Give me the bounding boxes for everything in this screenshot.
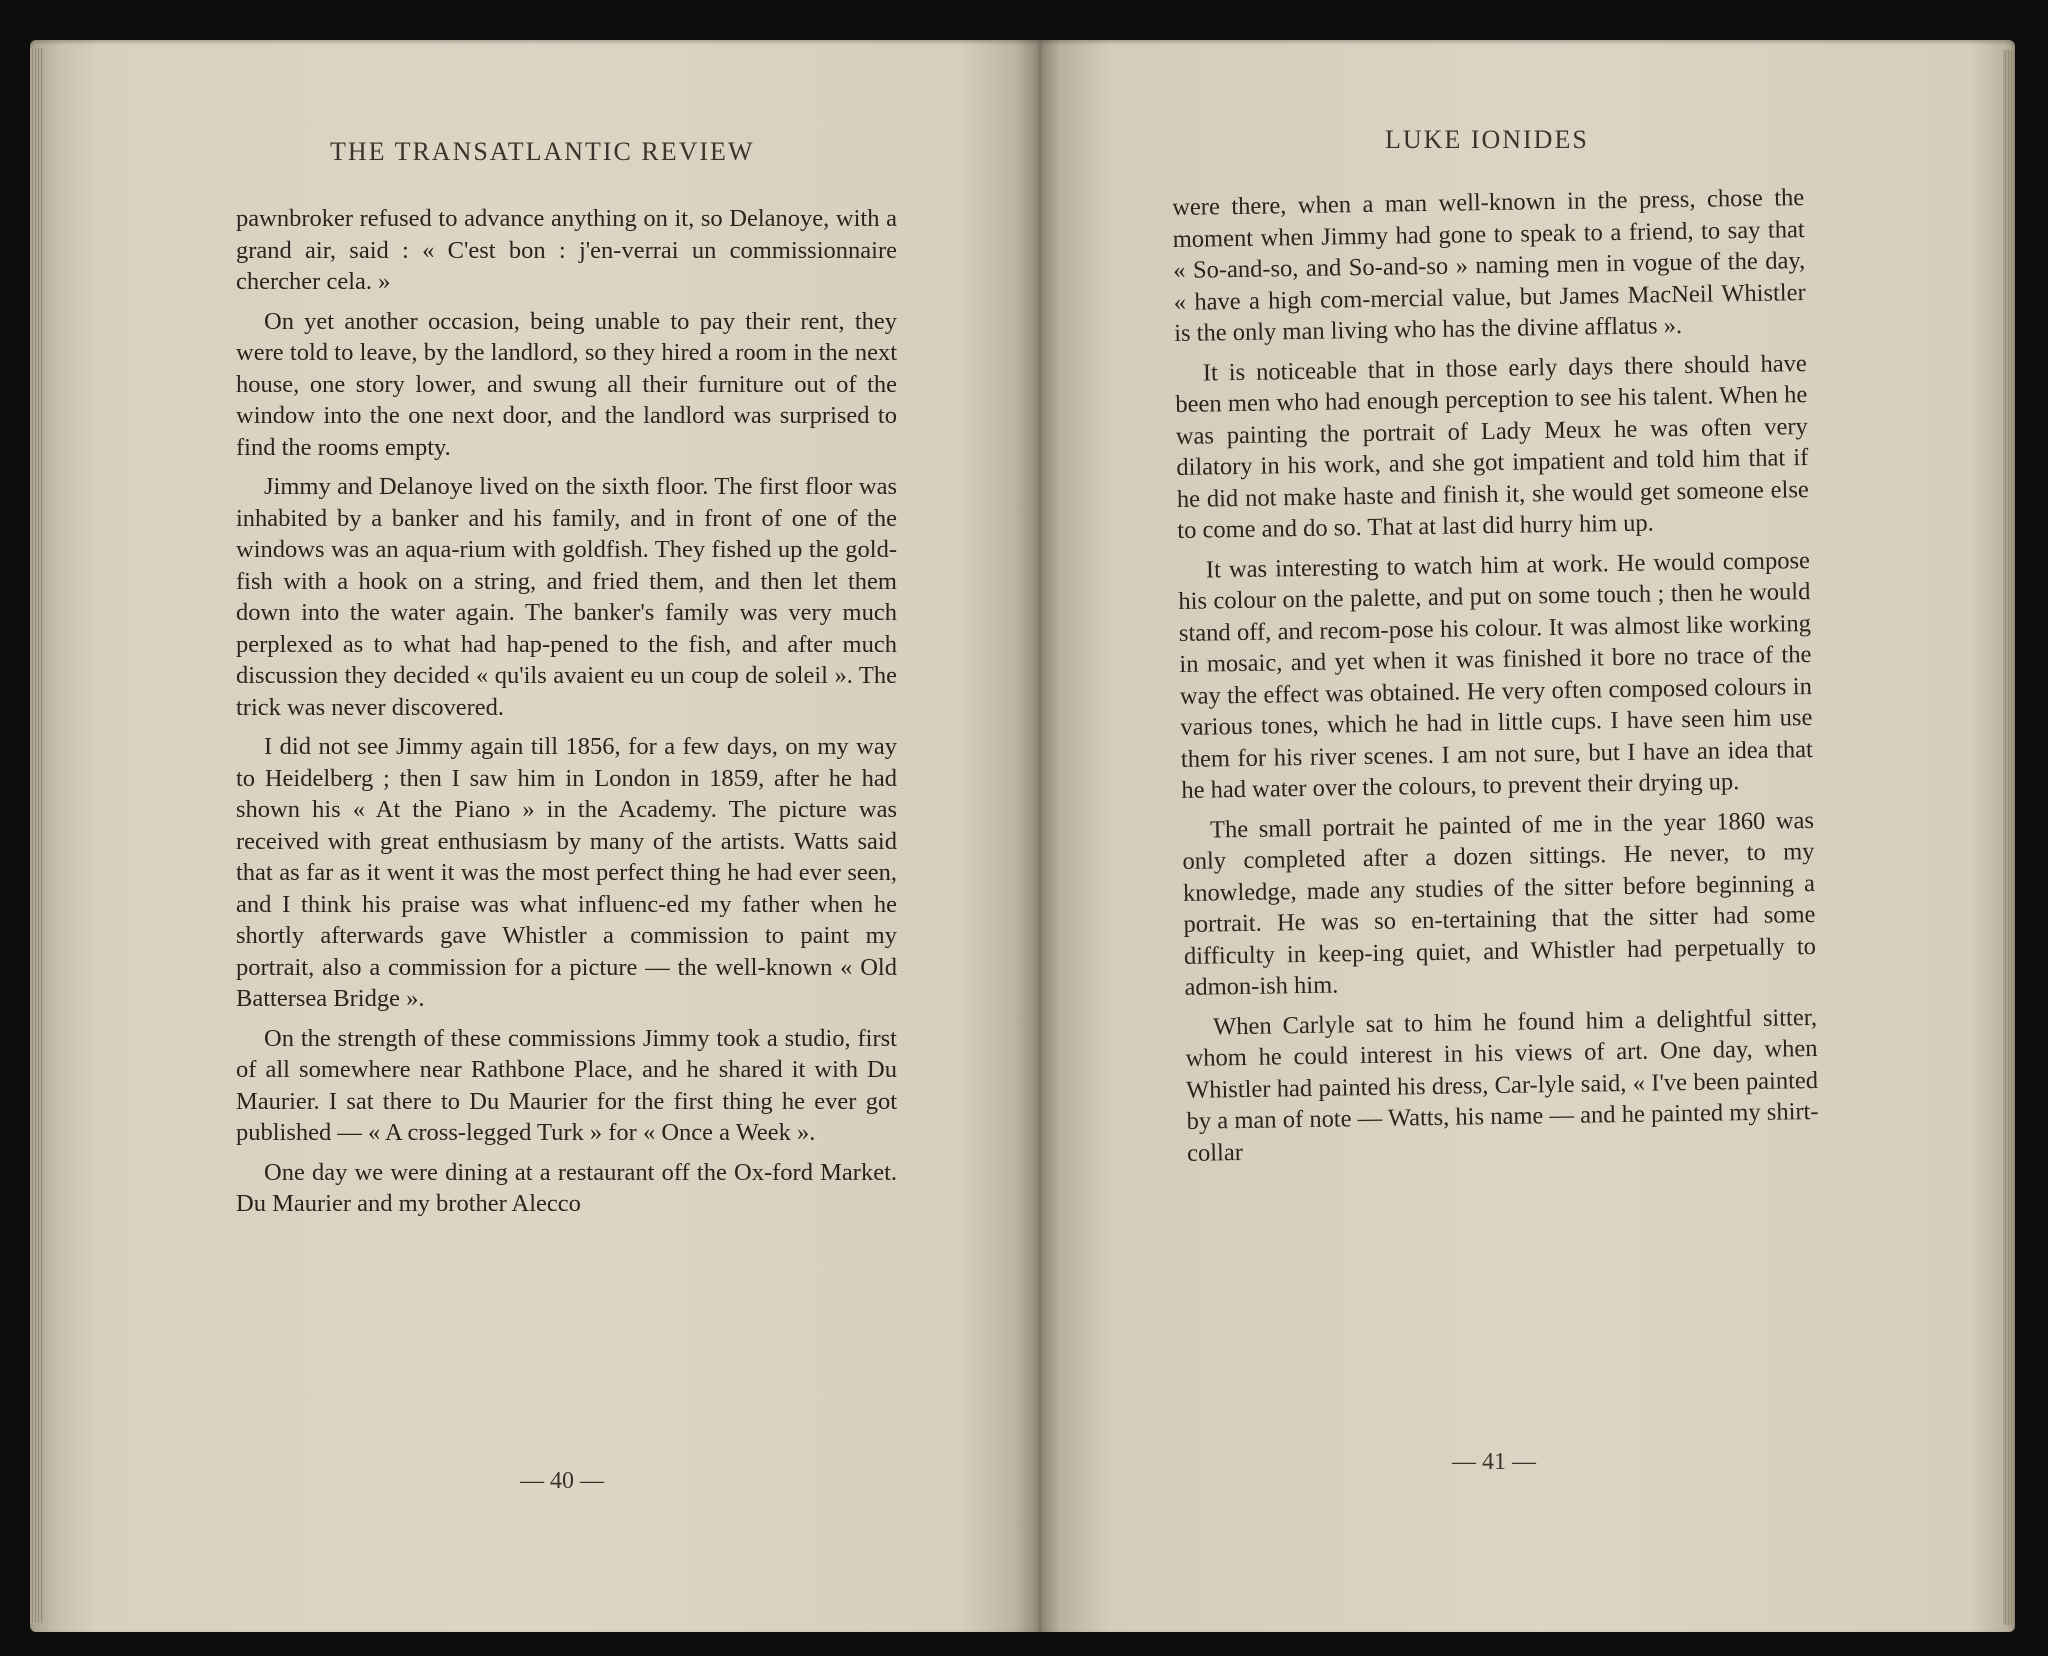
left-paragraph-4: I did not see Jimmy again till 1856, for a few days, on my way to Heidelberg ; then I saw him in London in 1859, after he had shown his « At the Piano » in the Academy. The picture was received with great enthusiasm by many of the artists. Watts said that as far as it went it was the most perfect thing he had ever seen, and I think his praise was what influenc-ed my father when he shortly afterwards gave Whistler a commission to paint my portrait, also a commission for a picture — the well-known « Old Battersea Bridge ». — [236, 733, 897, 1012]
left-paragraph-6: One day we were dining at a restaurant off the Ox-ford Market. Du Maurier and my brother Alecco — [236, 1158, 897, 1217]
right-paragraph-4: The small portrait he painted of me in the year 1860 was only completed after a dozen sittings. He never, to my knowledge, made any studies of the sitter before beginning a portrait. He was so en-tertaining that the sitter had some difficulty in keep-ing quiet, and Whistler had perpetually to admon-ish him. — [1182, 806, 1817, 1001]
page-edges-left — [30, 48, 44, 1623]
left-paragraph-5: On the strength of these commissions Jimmy took a studio, first of all somewhere near Rathbone Place, and he shared it with Du Maurier. I sat there to Du Maurier for the first thing he ever got published — « A cross-legged Turk » for « Once a Week ». — [236, 1024, 897, 1146]
right-paragraph-2: It is noticeable that in those early days there should have been men who had enough perception to see his talent. When he was painting the portrait of Lady Meux he was often very dilatory in his work, and she got impatient and told him that if he did not make haste and finish it, she would get someone else to come and do so. That at last did hurry him up. — [1175, 349, 1809, 544]
left-body-text — [236, 203, 897, 1228]
right-paragraph-1: were there, when a man well-known in the press, chose the moment when Jimmy had gone to speak to a friend, to say that « So-and-so, and So-and-so » naming men in vogue of the day, « have a high com-mercial value, but James MacNeil Whistler is the only man living who has the divine afflatus ». — [1172, 184, 1806, 347]
left-paragraph-3: Jimmy and Delanoye lived on the sixth floor. The first floor was inhabited by a banker and his family, and in front of one of the windows was an aqua-rium with goldfish. They fished up the gold-fish with a hook on a string, and fried them, and then let them down into the water again. The banker's family was very much perplexed as to what had hap-pened to the fish, and after much discussion they decided « qu'ils avaient eu un coup de soleil ». The trick was never discovered. — [236, 473, 897, 721]
left-paragraph-1: pawnbroker refused to advance anything on it, so Delanoye, with a grand air, said : « C'est bon : j'en-verrai un commissionnaire chercher cela. » — [236, 205, 897, 295]
right-paragraph-5: When Carlyle sat to him he found him a delightful sitter, whom he could interest in his views of art. One day, when Whistler had painted his dress, Car-lyle said, « I've been painted by a man of note — Watts, his name — and he painted my shirt-collar — [1185, 1003, 1819, 1167]
right-running-head: LUKE IONIDES — [1385, 125, 1589, 154]
right-page-number: — 41 — — [1452, 1449, 1536, 1475]
left-page-number: — 40 — — [520, 1468, 604, 1494]
left-paragraph-2: On yet another occasion, being unable to pay their rent, they were told to leave, by the landlord, so they hired a room in the next house, one story lower, and swung all their furniture out of the window into the one next door, and the landlord was surprised to find the rooms empty. — [236, 307, 897, 461]
page-edges-right — [2003, 50, 2015, 1625]
right-body-text — [1172, 182, 1819, 1177]
left-running-head: THE TRANSATLANTIC REVIEW — [330, 137, 755, 166]
right-paragraph-3: It was interesting to watch him at work. He would compose his colour on the palette, and put on some touch ; then he would stand off, and recom-pose his colour. It was almost like working in mosaic, and yet when it was finished it bore no trace of the way the effect was obtained. He very often composed colours in various tones, which he had in little cups. I have seen him use them for his river scenes. I am not sure, but I have an idea that he had water over the colours, to prevent their drying up. — [1178, 546, 1814, 804]
